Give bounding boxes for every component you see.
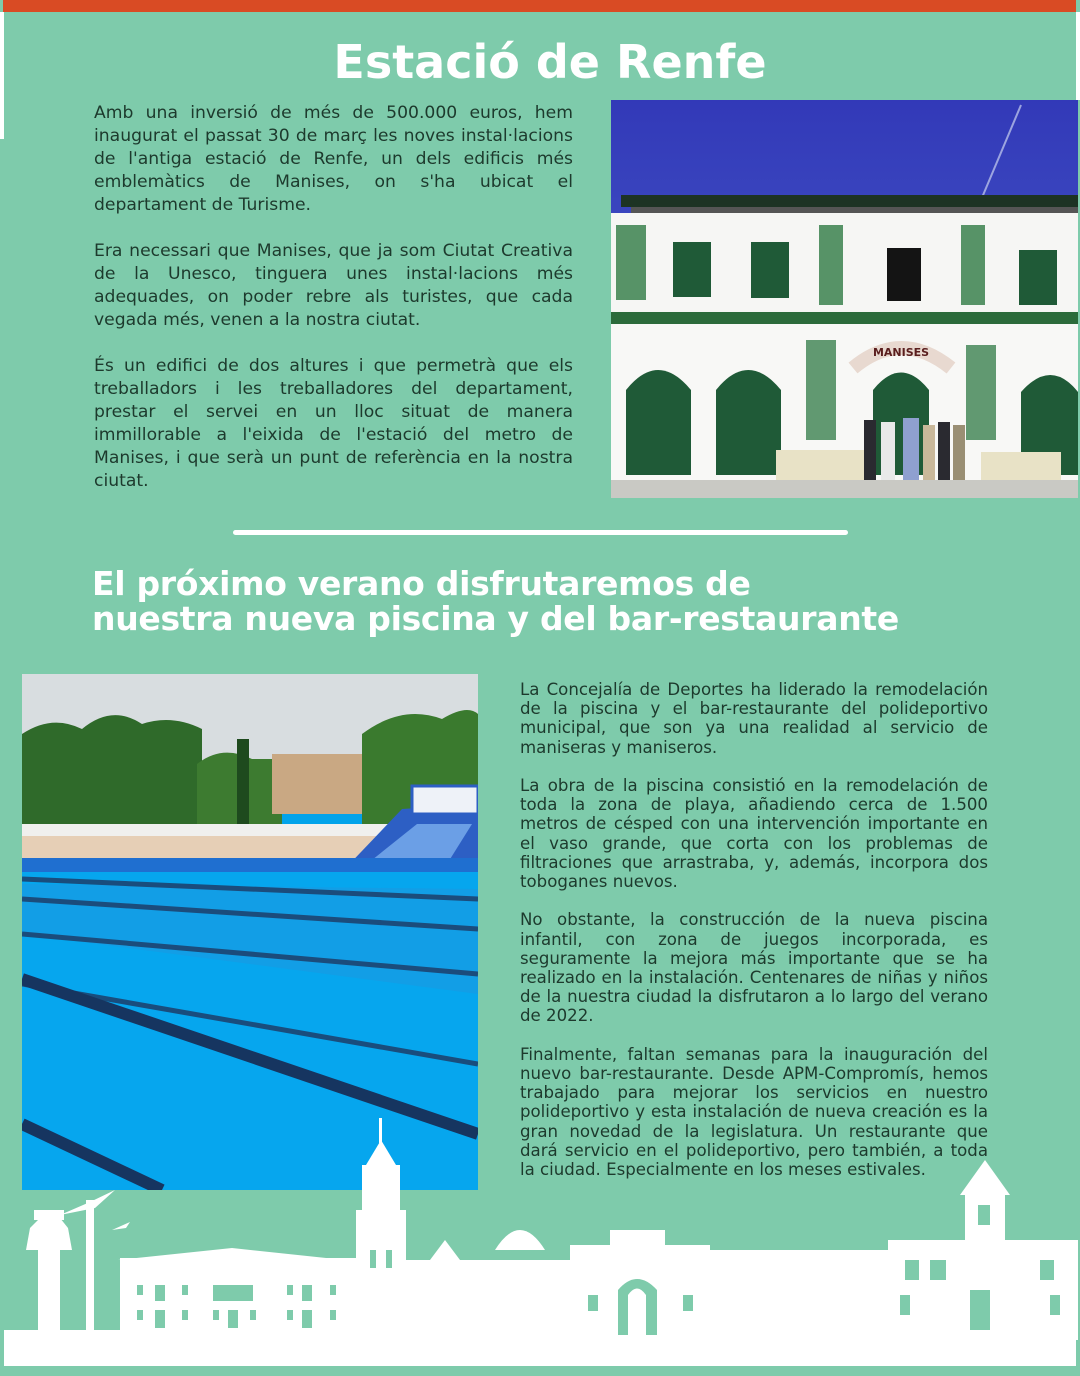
station-sign: MANISES <box>872 346 930 359</box>
section-2-title-line-1: El próximo verano disfrutaremos de <box>92 564 751 603</box>
section-2-paragraph: La Concejalía de Deportes ha liderado la remodelación de la piscina y el bar-restaurante del polideportivo municipal, que son ya una realidad al servicio de maniseras y maniseros. <box>520 680 988 757</box>
accent-top-bar <box>3 0 1076 12</box>
skyline-silhouette <box>4 1118 1078 1366</box>
section-1-paragraph: Amb una inversió de més de 500.000 euros, hem inaugurat el passat 30 de març les noves instal·lacions de l'antiga estació de Renfe, un dels edificis més emblemàtics de Manises, on s'ha ubicat el departament de Turisme. <box>94 103 573 215</box>
section-2-paragraph: Finalmente, faltan semanas para la inauguración del nuevo bar-restaurante. Desde APM-Compromís, hemos trabajado para mejorar los servicios en nuestro polideportivo y esta instalación de nueva creación es la gran novedad de la legislatura. Un restaurante que dará servicio en el polideportivo, pero también, a toda la ciudad. Especialmente en los meses estivales. <box>520 1044 988 1180</box>
section-1-body <box>94 102 573 516</box>
section-2-paragraph: No obstante, la construcción de la nueva piscina infantil, con zona de juegos incorporada, es seguramente la mejora más importante que se ha realizado en la instalación. Centenares de niñas y niños de la nuestra ciudad la disfrutaron a lo largo del verano de 2022. <box>520 910 988 1026</box>
bottom-band <box>4 1366 1076 1376</box>
section-1-paragraph: És un edifici de dos altures i que permetrà que els treballadors i les treballadores del departament, prestar el servei en un lloc situat de manera immillorable a l'eixida de l'estació del metro de Manises, i que serà un punt de referència en la nostra ciutat. <box>94 356 573 491</box>
section-2-title-line-2: nuestra nueva piscina y del bar-restaurante <box>92 599 899 638</box>
section-1-title: Estació de Renfe <box>333 35 767 89</box>
city-skyline <box>0 1110 1080 1376</box>
station-photo <box>611 100 1078 498</box>
section-2-paragraph: La obra de la piscina consistió en la remodelación de toda la zona de playa, añadiendo cerca de 1.500 metros de césped con una intervención importante en el vaso grande, que corta con los problemas de filtraciones que arrastraba, y, además, incorpora dos toboganes nuevos. <box>520 776 988 892</box>
station-building-illustration <box>611 100 1078 498</box>
section-1-paragraph: Era necessari que Manises, que ja som Ciutat Creativa de la Unesco, tinguera unes instal·lacions més adequades, on poder rebre als turistes, que cada vegada més, venen a la nostra ciutat. <box>94 241 573 330</box>
section-divider <box>233 530 848 535</box>
section-2-title <box>92 566 1042 636</box>
